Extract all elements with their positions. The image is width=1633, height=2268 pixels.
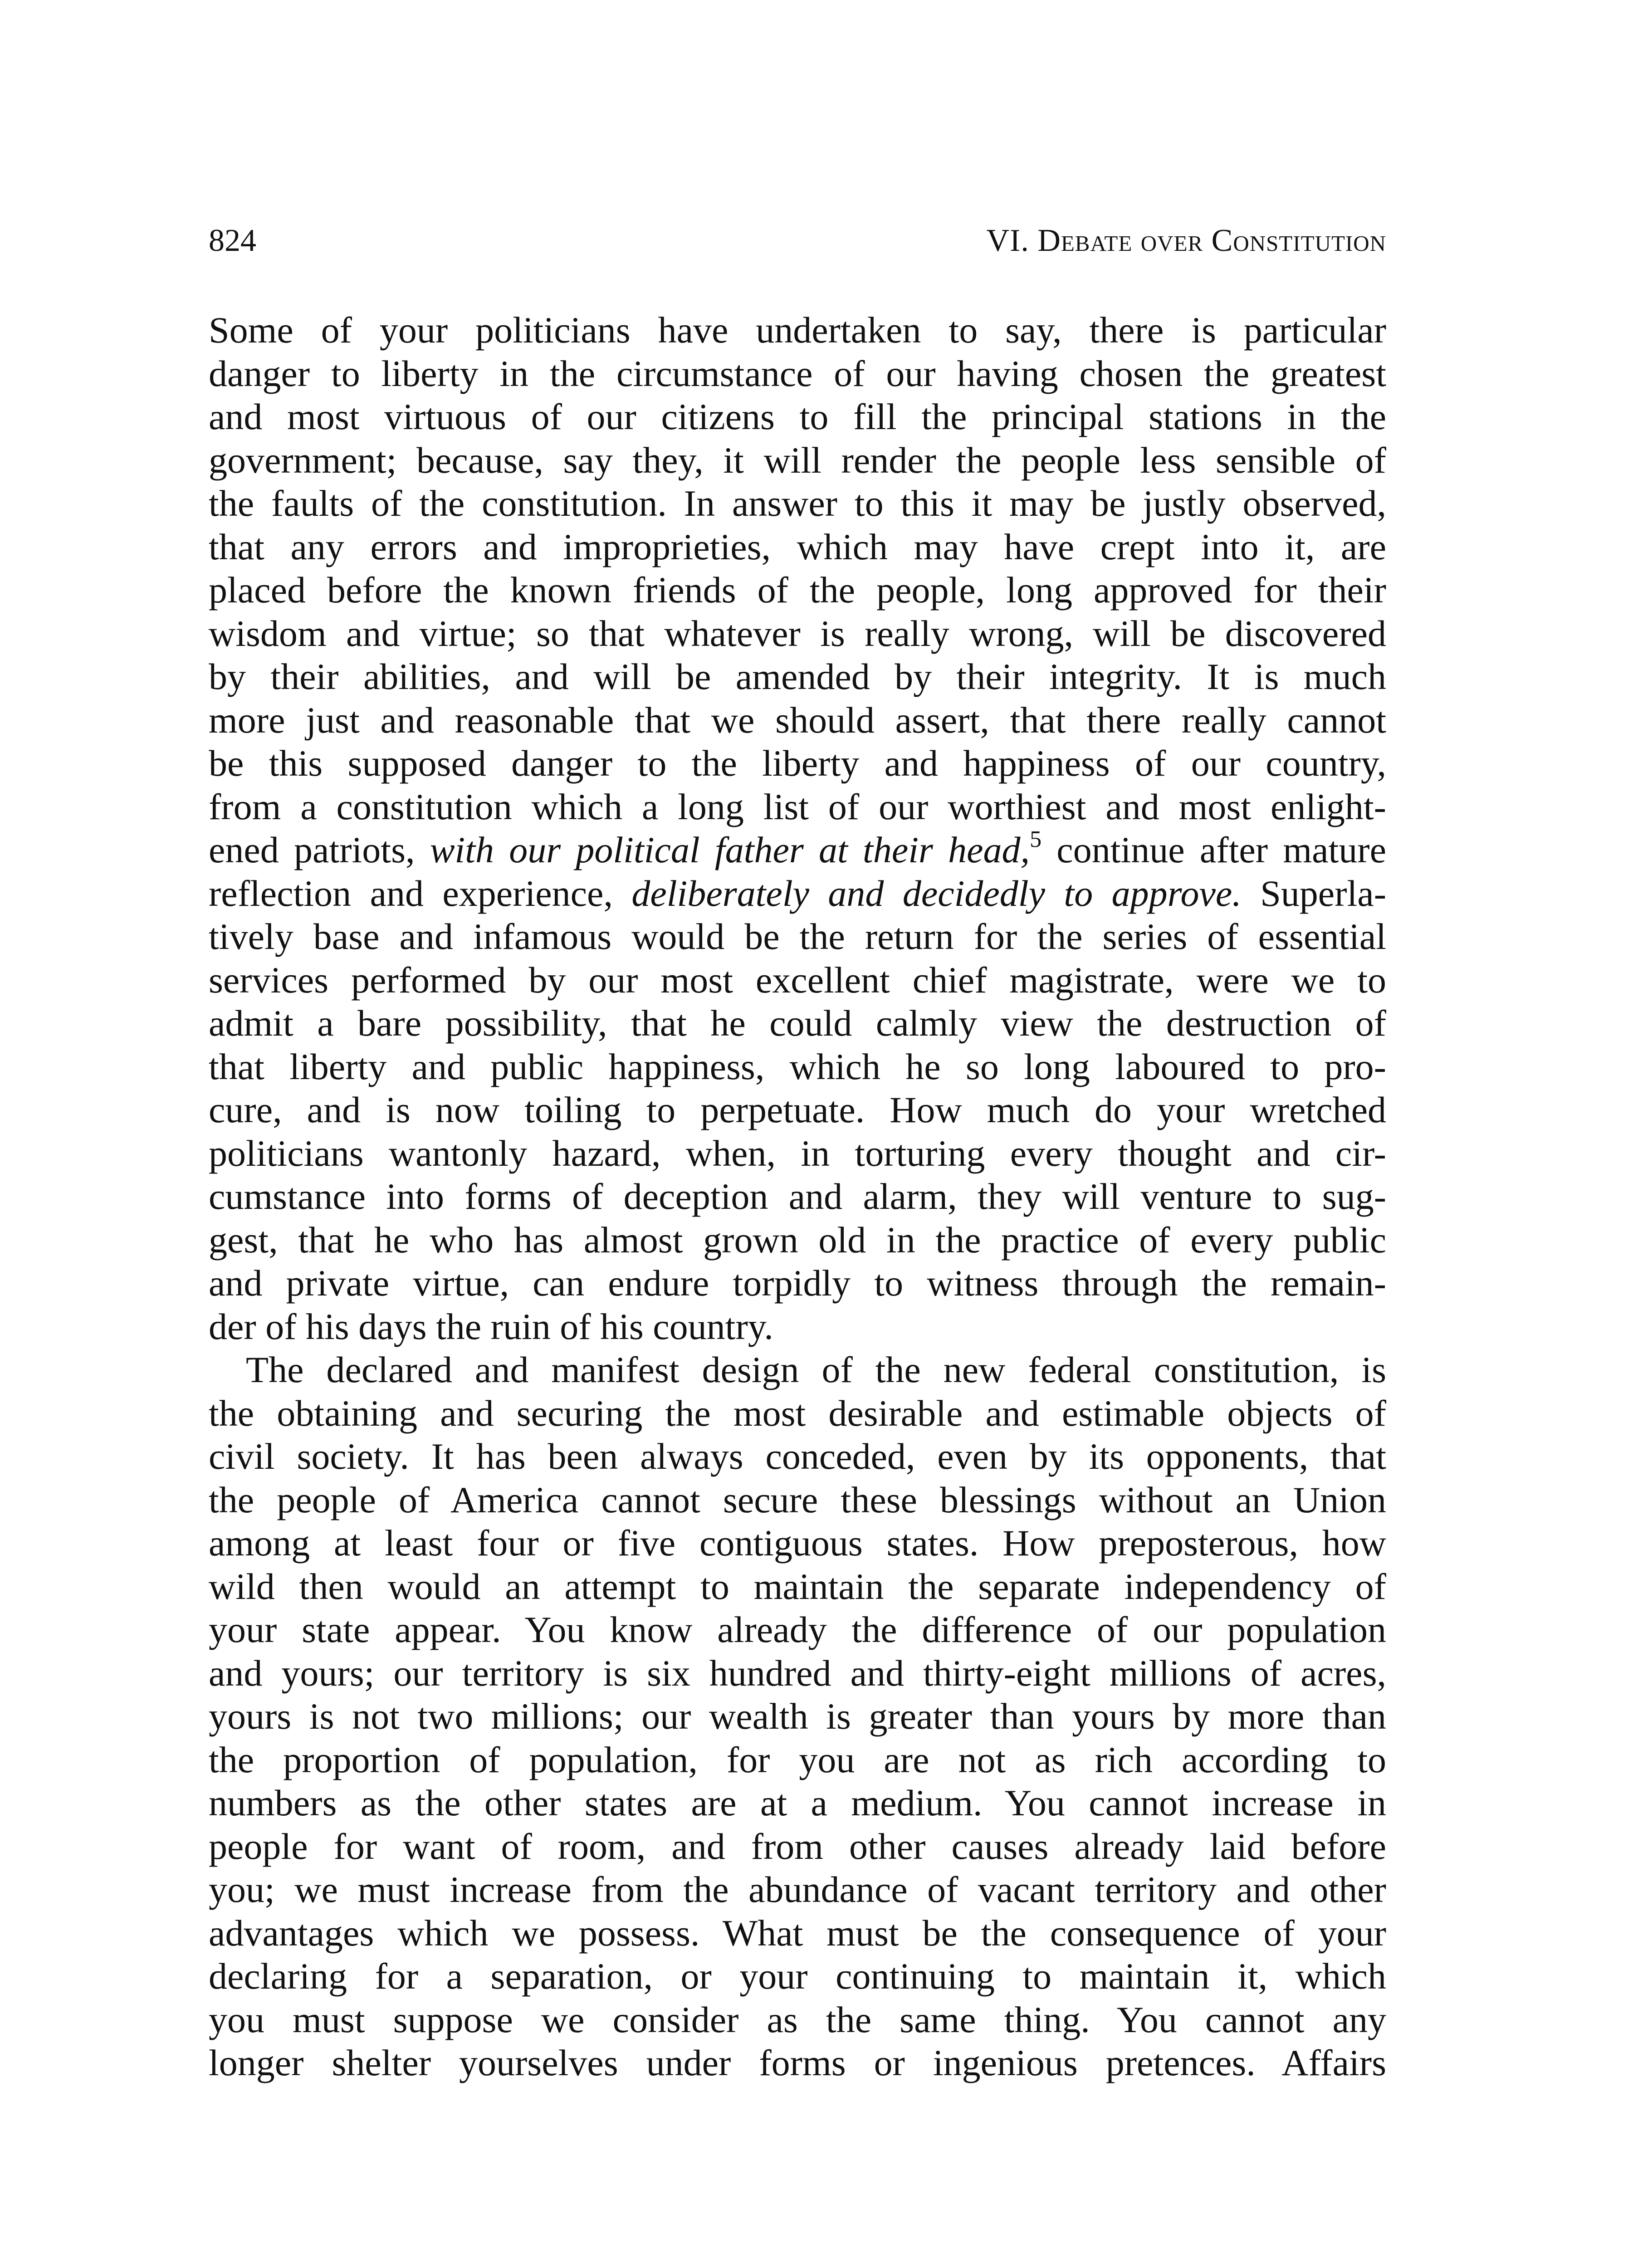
text-line: from a constitution which a long list of our worthiest and most enlight- [209,786,1386,827]
italic-phrase: deliberately and decidedly to approve. [631,872,1242,914]
text-line: Some of your politicians have undertaken to say, there is particular [209,309,1386,351]
text-line: danger to liberty in the circumstance of our having chosen the greatest [209,352,1386,394]
text-line: services performed by our most excellent chief magistrate, were we to [209,959,1386,1001]
text-line: you; we must increase from the abundance of vacant territory and other [209,1869,1386,1910]
text-line: civil society. It has been always conceded, even by its opponents, that [209,1436,1386,1477]
text-line: you must suppose we consider as the same thing. You cannot any [209,1999,1386,2040]
text-line: placed before the known friends of the people, long approved for their [209,569,1386,611]
text-line: advantages which we possess. What must be the consequence of your [209,1912,1386,1954]
text-line [209,828,1386,872]
text-line: wisdom and virtue; so that whatever is really wrong, will be discovered [209,612,1386,654]
text-line: politicians wantonly hazard, when, in torturing every thought and cir- [209,1132,1386,1174]
body-text [209,308,1386,2085]
text-line: the people of America cannot secure these blessings without an Union [209,1479,1386,1520]
text-line: the faults of the constitution. In answer to this it may be justly observed, [209,483,1386,524]
text-line: numbers as the other states are at a medium. You cannot increase in [209,1782,1386,1823]
page-number: 824 [209,223,256,258]
footnote-marker: 5 [1030,826,1042,852]
text-line: wild then would an attempt to maintain the separate independency of [209,1565,1386,1607]
running-title: VI. Debate over Constitution [986,223,1386,258]
text-line: gest, that he who has almost grown old in the practice of every public [209,1219,1386,1261]
text-line: among at least four or five contiguous states. How preposterous, how [209,1522,1386,1564]
text-segment: continue after mature [1041,829,1386,870]
italic-phrase: with our political father at their head, [430,829,1030,870]
text-line: yours is not two millions; our wealth is greater than yours by more than [209,1696,1386,1737]
text-line: that any errors and improprieties, which may have crept into it, are [209,526,1386,567]
text-line: by their abilities, and will be amended by their integrity. It is much [209,656,1386,697]
text-line: declaring for a separation, or your continuing to maintain it, which [209,1955,1386,1997]
text-segment: Superla- [1241,872,1386,914]
text-line: more just and reasonable that we should assert, that there really cannot [209,699,1386,741]
text-line: your state appear. You know already the difference of our population [209,1609,1386,1650]
text-line: The declared and manifest design of the new federal constitution, is [246,1349,1386,1390]
paragraph-2 [209,1348,1386,2085]
text-line: people for want of room, and from other causes already laid before [209,1825,1386,1867]
paragraph-1 [209,308,1386,1348]
text-line: cure, and is now toiling to perpetuate. How much do your wretched [209,1089,1386,1130]
text-line: tively base and infamous would be the return for the series of essential [209,916,1386,957]
text-line: and yours; our territory is six hundred and thirty-eight millions of acres, [209,1652,1386,1694]
text-line: the obtaining and securing the most desirable and estimable objects of [209,1392,1386,1434]
text-segment: reflection and experience, [209,872,632,914]
text-line: be this supposed danger to the liberty and happiness of our country, [209,743,1386,784]
text-line: that liberty and public happiness, which he so long laboured to pro- [209,1046,1386,1087]
text-line: cumstance into forms of deception and alarm, they will venture to sug- [209,1176,1386,1217]
text-line: der of his days the ruin of his country. [209,1305,773,1347]
text-line: longer shelter yourselves under forms or ingenious pretences. Affairs [209,2042,1386,2083]
text-line: and private virtue, can endure torpidly to witness through the remain- [209,1262,1386,1304]
text-line: government; because, say they, it will render the people less sensible of [209,439,1386,481]
text-segment: ened patriots, [209,829,430,870]
text-line [209,872,1386,915]
text-line: and most virtuous of our citizens to fill the principal stations in the [209,396,1386,437]
running-head [209,220,1386,261]
text-line: the proportion of population, for you are not as rich according to [209,1739,1386,1780]
text-line: admit a bare possibility, that he could calmly view the destruction of [209,1002,1386,1044]
